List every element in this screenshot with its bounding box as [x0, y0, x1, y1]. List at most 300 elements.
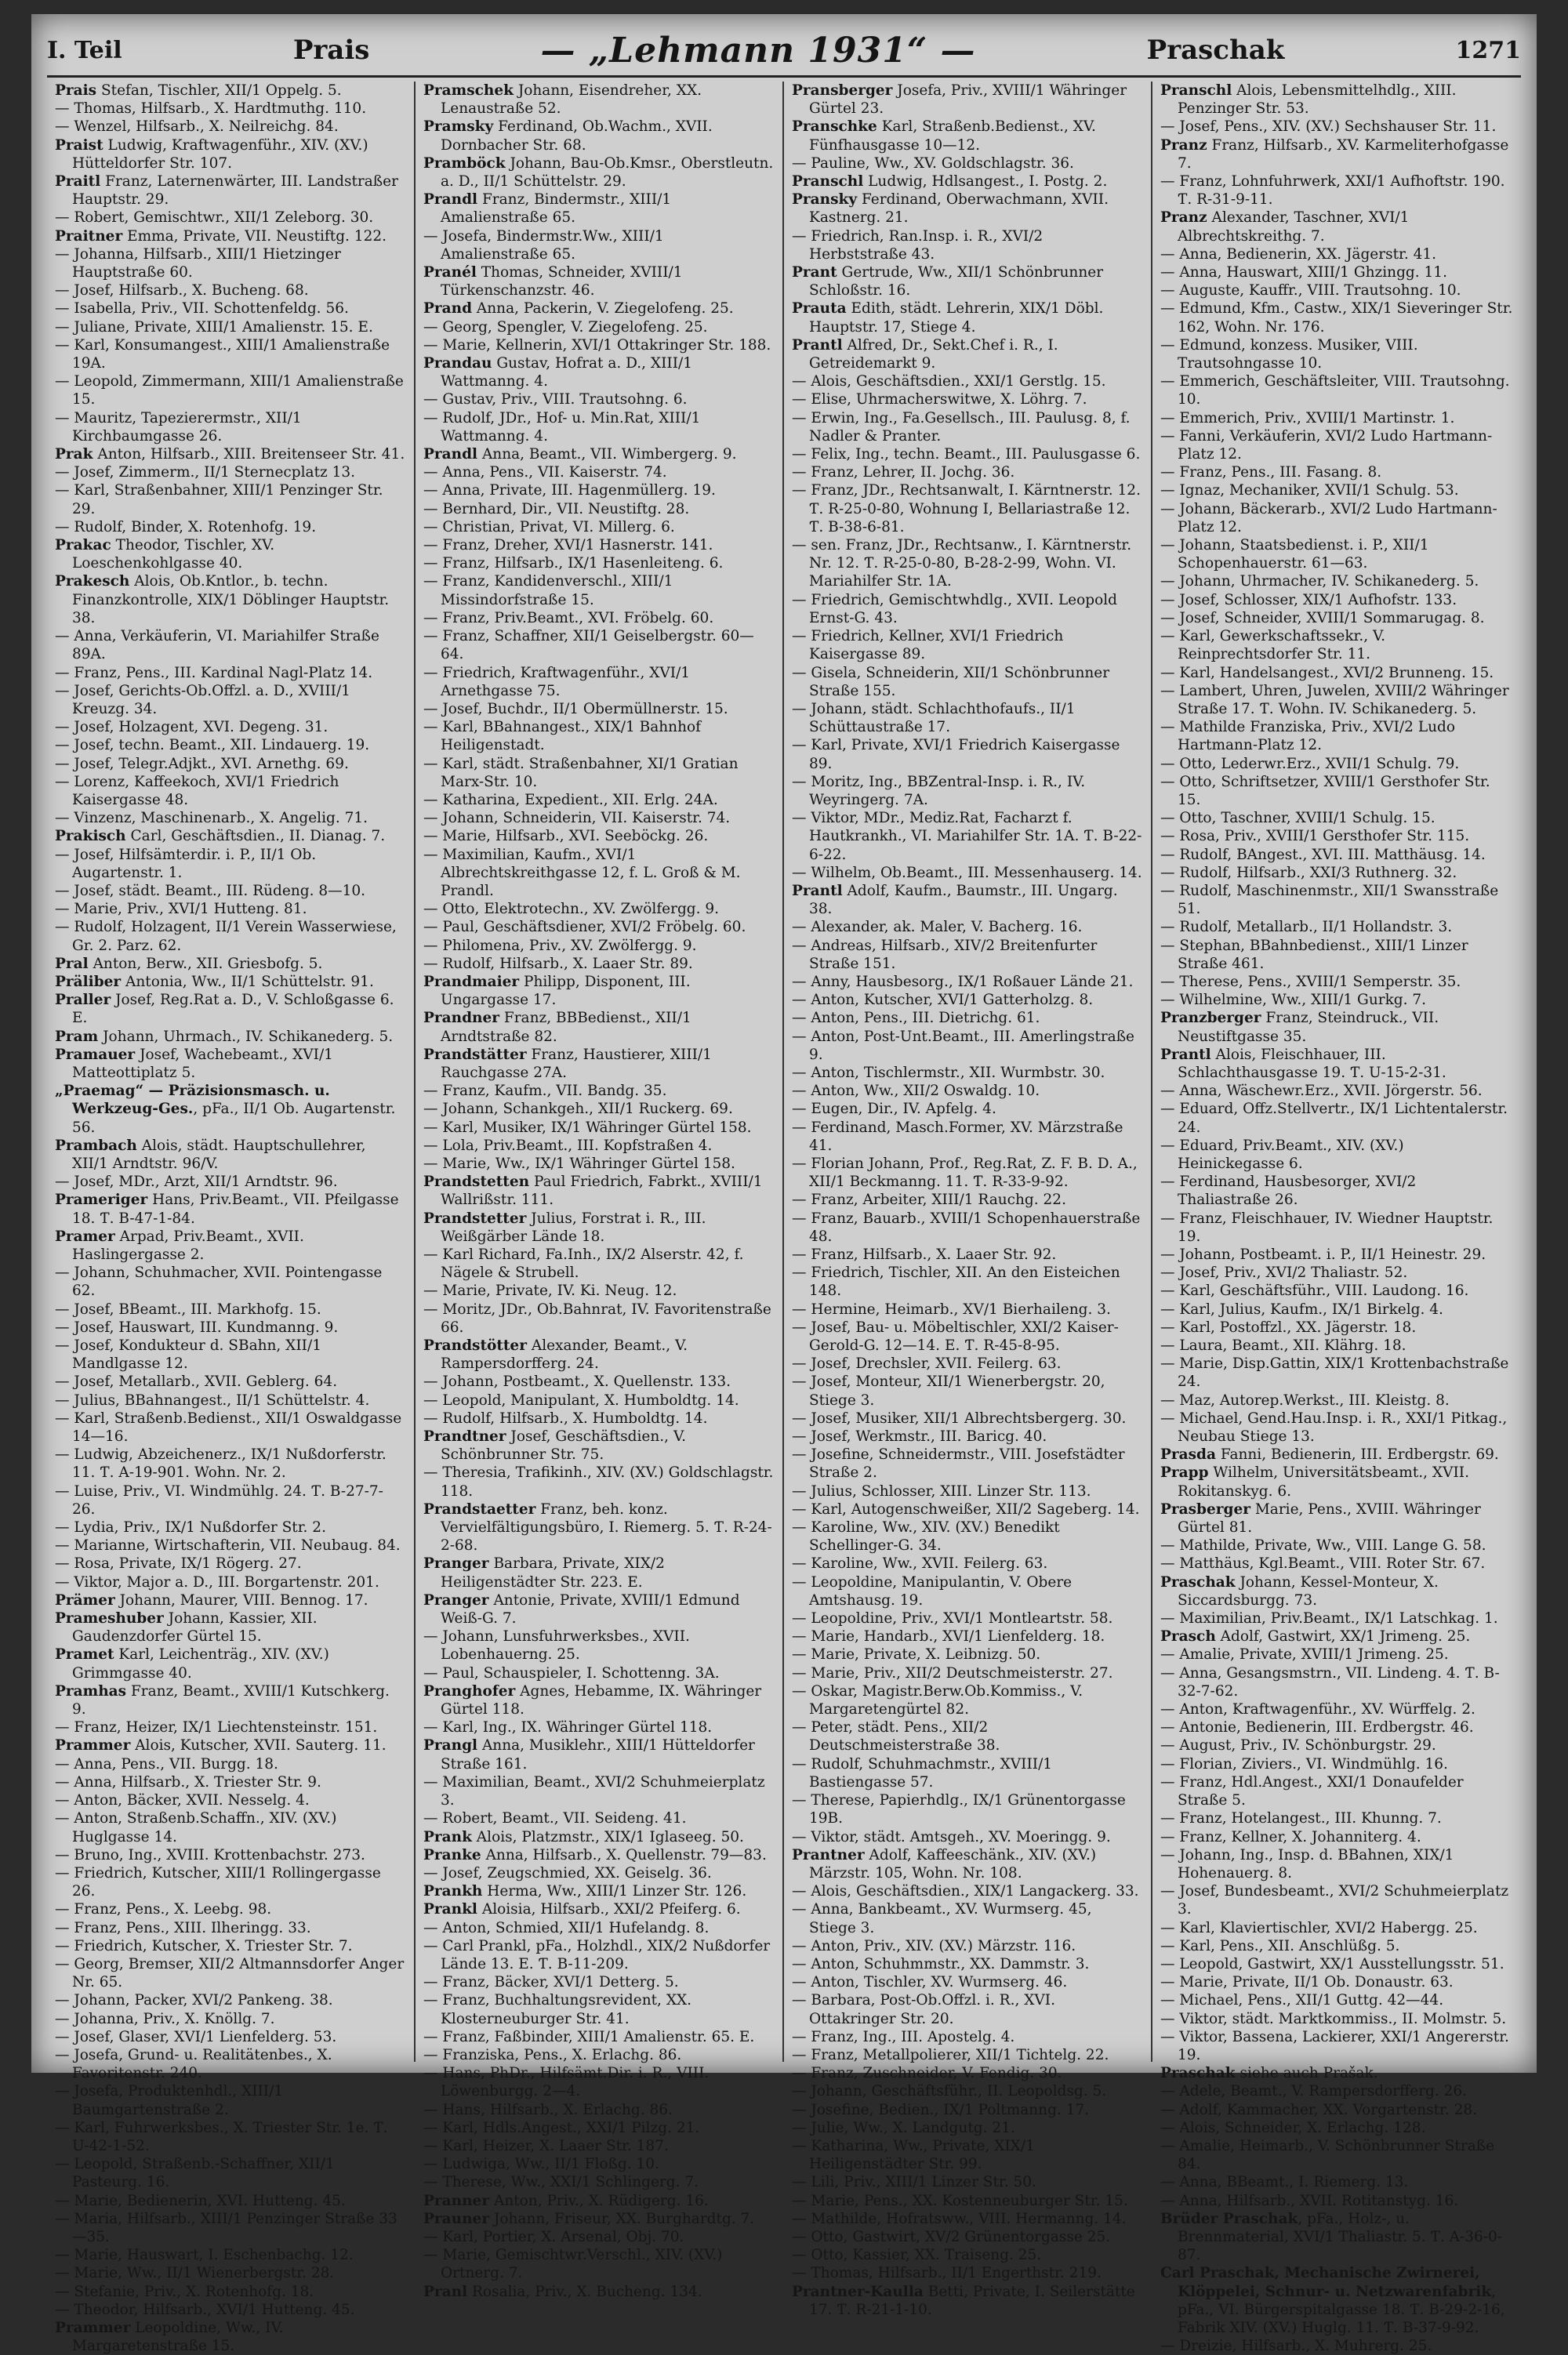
entry-surname: Pranke: [423, 1846, 481, 1863]
entry-text: — sen. Franz, JDr., Rechtsanw., I. Kärntnerstr. Nr. 12. Ƭ. R-25-0-80, B-28-2-99, Wohn. VI. Mariahilfer Str. 1A.: [792, 537, 1132, 590]
entry-text: — Theresia, Trafikinh., XIV. (XV.) Goldschlagstr. 118.: [423, 1464, 774, 1500]
directory-entry: [792, 773, 1143, 809]
directory-entry: [1160, 1082, 1513, 1100]
entry-text: — Otto, Elektrotechn., XV. Zwölfergg. 9.: [423, 901, 720, 918]
directory-entry: [1160, 2010, 1513, 2028]
entry-surname: Prasberger: [1160, 1500, 1250, 1518]
entry-text: Hans, Priv.Beamt., VII. Pfeilgasse 18. Ƭ. B-47-1-84.: [72, 1192, 399, 1227]
directory-entry: [423, 1210, 775, 1246]
directory-entry: [55, 1028, 406, 1046]
directory-entry: [55, 718, 406, 736]
entry-text: — Georg, Spengler, V. Ziegelofeng. 25.: [423, 318, 708, 336]
entry-text: — Karl, städt. Straßenbahner, XI/1 Gratian Marx-Str. 10.: [423, 755, 739, 790]
entry-text: Anton, Berw., XII. Griesbofg. 5.: [88, 955, 323, 972]
entry-text: — Oskar, Magistr.Berw.Ob.Kommiss., V. Margaretengürtel 82.: [792, 1682, 1083, 1718]
entry-text: — Rosa, Priv., XVIII/1 Gersthofer Str. 115.: [1160, 828, 1470, 845]
directory-entry: [792, 1009, 1143, 1027]
entry-text: — Christian, Privat, VI. Millerg. 6.: [423, 518, 675, 535]
entry-text: — Josef, techn. Beamt., XII. Lindauerg. 19.: [55, 737, 370, 754]
directory-entry: [1160, 2101, 1513, 2119]
entry-text: — Eduard, Priv.Beamt., XIV. (XV.) Heinickegasse 6.: [1160, 1137, 1404, 1172]
entry-text: Anna, Hilfsarb., X. Quellenstr. 79—83.: [481, 1846, 767, 1863]
directory-entry: [55, 1809, 406, 1845]
directory-entry: [792, 2064, 1143, 2082]
directory-entry: [792, 937, 1143, 973]
directory-entry: [423, 2173, 775, 2191]
entry-surname: Praist: [55, 136, 103, 154]
directory-entry: [1160, 1337, 1513, 1355]
entry-text: — Josef, Metallarb., XVII. Geblerg. 64.: [55, 1373, 338, 1391]
directory-entry: [792, 1373, 1143, 1409]
directory-entry: [792, 1264, 1143, 1300]
entry-text: Barbara, Private, XIX/2 Heiligenstädter Str. 223. E.: [441, 1555, 665, 1591]
entry-text: — Josef, Drechsler, XVII. Feilerg. 63.: [792, 1355, 1062, 1373]
directory-entry: [1160, 937, 1513, 973]
entry-text: — Ferdinand, Hausbesorger, XVI/2 Thaliastraße 26.: [1160, 1174, 1417, 1209]
directory-entry: [1160, 1809, 1513, 1827]
entry-surname: Pranschl: [792, 173, 864, 191]
entry-text: — Josef, Bundesbeamt., XVI/2 Schuhmeierplatz 3.: [1160, 1883, 1509, 1918]
directory-entry: [423, 2028, 775, 2046]
entry-surname: Prauner: [423, 2210, 490, 2227]
directory-entry: [55, 1900, 406, 1918]
directory-entry: [55, 82, 406, 100]
entry-text: Josefa, Priv., XVIII/1 Währinger Gürtel 23.: [809, 82, 1127, 118]
directory-entry: [792, 2210, 1143, 2228]
entry-text: — Karl, Musiker, IX/1 Währinger Gürtel 158.: [423, 1119, 752, 1136]
directory-entry: [1160, 409, 1513, 427]
entry-surname: Prakisch: [55, 828, 126, 845]
entry-text: — Rudolf, Hilfsarb., X. Humboldtg. 14.: [423, 1410, 708, 1427]
directory-entry: [423, 2210, 775, 2228]
directory-entry: [55, 1773, 406, 1791]
entry-text: — Karl, Ing., IX. Währinger Gürtel 118.: [423, 1719, 713, 1736]
directory-entry: [1160, 1664, 1513, 1700]
entry-surname: Prakesch: [55, 573, 130, 590]
directory-entry: [792, 1937, 1143, 1955]
directory-entry: [792, 263, 1143, 299]
entry-surname: Praschak: [1160, 2065, 1236, 2082]
entry-text: — Mathilde Franziska, Priv., XVI/2 Ludo Hartmann-Platz 12.: [1160, 719, 1455, 754]
entry-text: — Rudolf, Maschinenmstr., XII/1 Swansstraße 51.: [1160, 882, 1499, 918]
directory-entry: [55, 2010, 406, 2028]
directory-entry: [792, 2028, 1143, 2046]
directory-entry: [423, 336, 775, 354]
entry-text: — Marie, Ww., IX/1 Währinger Gürtel 158.: [423, 1155, 735, 1172]
directory-entry: [55, 1555, 406, 1573]
header-rule: [47, 75, 1521, 78]
entry-surname: Prant: [792, 264, 837, 281]
entry-text: — Johann, Packer, XVI/2 Pankeng. 38.: [55, 1992, 333, 2009]
entry-text: — Anna, Pens., VII. Kaiserstr. 74.: [423, 464, 667, 481]
entry-text: Franz, Laternenwärter, III. Landstraßer Hauptstr. 29.: [72, 173, 398, 209]
entry-text: — Hermine, Heimarb., XV/1 Bierhaileng. 3.: [792, 1301, 1111, 1318]
entry-text: — Franz, Hilfsarb., X. Laaer Str. 92.: [792, 1246, 1057, 1263]
directory-entry: [423, 2137, 775, 2155]
directory-entry: [55, 1446, 406, 1482]
entry-text: — Marie, Disp.Gattin, XIX/1 Krottenbachstraße 24.: [1160, 1355, 1509, 1391]
entry-text: — Anny, Hausbesorg., IX/1 Roßauer Lände 21.: [792, 973, 1134, 990]
directory-entry: [792, 736, 1143, 772]
directory-entry: [1160, 1009, 1513, 1045]
directory-entry: [55, 518, 406, 536]
entry-text: — Josef, Gerichts-Ob.Offzl. a. D., XVIII/1 Kreuzg. 34.: [55, 682, 350, 717]
entry-text: — Josef, Musiker, XII/1 Albrechtsbergerg. 30.: [792, 1410, 1127, 1427]
entry-text: — Alois, Geschäftsdien., XXI/1 Gerstlg. 15.: [792, 373, 1106, 390]
directory-entry: [423, 955, 775, 973]
entry-text: — Lambert, Uhren, Juwelen, XVIII/2 Währinger Straße 17. Ƭ. Wohn. IV. Schikanederg. 5.: [1160, 682, 1509, 717]
entry-surname: Prangl: [423, 1737, 478, 1754]
directory-entry: [1160, 82, 1513, 118]
directory-entry: [55, 973, 406, 991]
directory-entry: [792, 2137, 1143, 2173]
entry-text: — Josef, Schneider, XVIII/1 Sommarugag. 8.: [1160, 609, 1485, 626]
directory-entry: [792, 2283, 1143, 2319]
entry-text: — Anna, Wäschewr.Erz., XVII. Jörgerstr. 56.: [1160, 1083, 1483, 1100]
directory-entry: [55, 1736, 406, 1754]
entry-surname: Pranzberger: [1160, 1010, 1261, 1027]
entry-text: Gustav, Hofrat a. D., XIII/1 Wattmanng. 4.: [441, 355, 693, 390]
directory-entry: [423, 791, 775, 809]
directory-entry: [423, 1410, 775, 1428]
entry-text: — Karl, Fuhrwerksbes., X. Triester Str. 1e. Ƭ. U-42-1-52.: [55, 2119, 388, 2154]
entry-text: — Josef, Zimmerm., II/1 Sternecplatz 13.: [55, 464, 356, 481]
directory-entry: [423, 755, 775, 791]
entry-text: — Therese, Pens., XVIII/1 Semperstr. 35.: [1160, 973, 1461, 990]
directory-entry: [423, 973, 775, 1009]
entry-text: — Franz, Kaufm., VII. Bandg. 35.: [423, 1083, 667, 1100]
directory-entry: [792, 1028, 1143, 1064]
entry-text: — Franz, Ing., III. Apostelg. 4.: [792, 2028, 1015, 2045]
entry-text: — Moritz, Ing., BBZentral-Insp. i. R., IV. Weyringerg. 7A.: [792, 773, 1086, 808]
directory-entry: [55, 736, 406, 754]
entry-text: — Leopold, Zimmermann, XIII/1 Amalienstraße 15.: [55, 373, 404, 408]
directory-entry: [1160, 281, 1513, 299]
entry-text: — Franz, Pens., XIII. Ilheringg. 33.: [55, 1919, 311, 1936]
directory-entry: [792, 627, 1143, 663]
entry-text: — Alois, Geschäftsdien., XIX/1 Langackerg. 33.: [792, 1883, 1139, 1900]
directory-entry: [792, 1991, 1143, 2027]
directory-entry: [1160, 1537, 1513, 1555]
directory-entry: [55, 2192, 406, 2210]
entry-text: — Johann, Schankgeh., XII/1 Ruckerg. 69.: [423, 1101, 733, 1118]
entry-surname: Prandl: [423, 191, 478, 209]
entry-text: — Florian, Ziviers., VI. Windmühlg. 16.: [1160, 1755, 1448, 1773]
entry-text: Antonia, Ww., II/1 Schüttelstr. 91.: [121, 973, 374, 990]
directory-entry: [423, 2101, 775, 2119]
entry-surname: Praitl: [55, 173, 101, 191]
directory-entry: [1160, 1137, 1513, 1173]
entry-text: Alfred, Dr., Sekt.Chef i. R., I. Getreidemarkt 9.: [809, 336, 1058, 372]
directory-entry: [423, 1900, 775, 1918]
directory-entry: [423, 1773, 775, 1809]
entry-text: — Franz, Metallpolierer, XII/1 Tichtelg. 22.: [792, 2046, 1109, 2063]
directory-entry: [1160, 1392, 1513, 1410]
entry-text: — Therese, Ww., XXI/1 Schlingerg. 7.: [423, 2174, 699, 2191]
entry-surname: Prasda: [1160, 1446, 1216, 1464]
entry-text: — Michael, Gend.Hau.Insp. i. R., XXI/1 Pitkag., Neubau Stiege 13.: [1160, 1410, 1508, 1446]
entry-surname: Prantl: [792, 336, 843, 354]
directory-entry: [55, 2082, 406, 2118]
entry-text: — Juliane, Private, XIII/1 Amalienstr. 15. E.: [55, 318, 373, 336]
entry-text: Fanni, Bedienerin, III. Erdbergstr. 69.: [1215, 1446, 1499, 1464]
directory-entry: [792, 1500, 1143, 1519]
entry-surname: Prämer: [55, 1591, 115, 1609]
entry-text: — Emmerich, Geschäftsleiter, VIII. Trautsohng. 10.: [1160, 373, 1510, 408]
entry-surname: „Praemag“ — Präzisionsmasch. u. Werkzeug-Ges.: [55, 1083, 330, 1118]
entry-text: — Anton, Schuhmmstr., XX. Dammstr. 3.: [792, 1955, 1090, 1972]
entry-text: — Marianne, Wirtschafterin, VII. Neubaug. 84.: [55, 1537, 401, 1555]
entry-text: Josef, Reg.Rat a. D., V. Schloßgasse 6. E.: [72, 992, 394, 1027]
directory-entry: [423, 1973, 775, 1991]
entry-text: — Anna, Verkäuferin, VI. Mariahilfer Straße 89A.: [55, 628, 379, 663]
entry-text: — Johann, Schuhmacher, XVII. Pointengasse 62.: [55, 1265, 383, 1300]
directory-entry: [1160, 1627, 1513, 1646]
entry-surname: Pranschke: [792, 118, 877, 136]
entry-text: — Ferdinand, Masch.Former, XV. Märzstraße 41.: [792, 1119, 1123, 1154]
directory-entry: [423, 700, 775, 718]
entry-text: — Anton, Tischler, XV. Wurmserg. 46.: [792, 1974, 1068, 1991]
entry-text: Johann, Bau-Ob.Kmsr., Oberstleutn. a. D., II/1 Schüttelstr. 29.: [441, 154, 774, 191]
directory-entry: [1160, 1700, 1513, 1718]
directory-entry: [423, 1428, 775, 1464]
directory-entry: [423, 1137, 775, 1155]
entry-text: — Anton, Kraftwagenführ., XV. Würffelg. 2.: [1160, 1701, 1475, 1718]
directory-entry: [792, 1319, 1143, 1355]
entry-surname: Prambach: [55, 1137, 137, 1154]
entry-text: — Maximilian, Beamt., XVI/2 Schuhmeierplatz 3.: [423, 1773, 765, 1809]
entry-text: — Otto, Gastwirt, XV/2 Grünentorgasse 25.: [792, 2228, 1111, 2245]
directory-entry: [1160, 1736, 1513, 1754]
directory-entry: [423, 1046, 775, 1082]
entry-text: — Franz, Buchhaltungsrevident, XX. Klosterneuburger Str. 41.: [423, 1992, 692, 2027]
directory-entry: [792, 1301, 1143, 1319]
entry-text: — Franz, Lehrer, II. Jochg. 36.: [792, 464, 1015, 481]
entry-surname: Prandstätter: [423, 1046, 527, 1063]
entry-text: — Therese, Papierhdlg., IX/1 Grünentorgasse 19B.: [792, 1792, 1126, 1827]
entry-text: — Otto, Kassier, XX. Traiseng. 25.: [792, 2247, 1042, 2264]
directory-entry: [1160, 1973, 1513, 1991]
entry-text: — Franz, Zuschneider, V. Fendig. 30.: [792, 2065, 1062, 2082]
directory-entry: [1160, 299, 1513, 336]
entry-text: Johann, Uhrmach., IV. Schikanederg. 5.: [98, 1028, 394, 1045]
directory-entry: [423, 1555, 775, 1591]
entry-text: — Amalie, Private, XVIII/1 Jrimeng. 25.: [1160, 1646, 1449, 1664]
directory-entry: [55, 809, 406, 827]
directory-entry: [792, 118, 1143, 154]
entry-text: Johann, Kassier, XII. Gaudenzdorfer Gürtel 15.: [72, 1610, 318, 1646]
directory-entry: [55, 481, 406, 517]
entry-text: — Franz, Priv.Beamt., XVI. Fröbelg. 60.: [423, 609, 714, 626]
directory-entry: [1160, 2082, 1513, 2100]
entry-text: — Anton, Schmied, XII/1 Hufelandg. 8.: [423, 1919, 710, 1936]
page-number: 1271: [1455, 36, 1521, 64]
directory-entry: [1160, 809, 1513, 827]
entry-text: — Julius, BBahnangest., II/1 Schüttelstr. 4.: [55, 1392, 370, 1409]
directory-entry: [792, 2228, 1143, 2246]
entry-text: — Andreas, Hilfsarb., XIV/2 Breitenfurter Straße 151.: [792, 937, 1098, 972]
directory-entry: [55, 2155, 406, 2191]
entry-text: — Robert, Gemischtwr., XII/1 Zeleborg. 30.: [55, 209, 374, 227]
entry-text: Alois, Lebensmittelhdlg., XIII. Penzinger Str. 53.: [1178, 82, 1457, 118]
directory-entry: [55, 1319, 406, 1337]
directory-entry: [792, 1210, 1143, 1246]
directory-entry: [423, 1173, 775, 1209]
entry-surname: Pranger: [423, 1555, 489, 1573]
directory-entry: [1160, 209, 1513, 245]
entry-text: — Erwin, Ing., Fa.Gesellsch., III. Paulusg. 8, f. Nadler & Pranter.: [792, 409, 1131, 445]
directory-entry: [1160, 1301, 1513, 1319]
entry-surname: Prameriger: [55, 1192, 148, 1209]
directory-entry: [55, 209, 406, 227]
entry-text: — Anna, Pens., VII. Burgg. 18.: [55, 1755, 278, 1773]
directory-entry: [1160, 991, 1513, 1009]
entry-text: — Maria, Hilfsarb., XIII/1 Penzinger Straße 33—35.: [55, 2210, 397, 2245]
entry-surname: Praschak: [1160, 1573, 1236, 1591]
entry-surname: Prais: [55, 82, 97, 99]
entry-text: — Karoline, Ww., XIV. (XV.) Benedikt Schellinger-G. 34.: [792, 1519, 1060, 1555]
entry-surname: Pranl: [423, 2283, 468, 2300]
directory-entry: [792, 1955, 1143, 1973]
entry-text: Marie, Pens., XVIII. Währinger Gürtel 81.: [1178, 1500, 1481, 1537]
entry-text: — Anton, Post-Unt.Beamt., III. Amerlingstraße 9.: [792, 1028, 1135, 1063]
entry-text: Leopoldine, Ww., IV. Margaretenstraße 15.: [72, 2319, 284, 2355]
directory-entry: [792, 1519, 1143, 1555]
directory-entry: [423, 1301, 775, 1337]
entry-text: — Anna, Hilfsarb., X. Triester Str. 9.: [55, 1773, 321, 1791]
directory-entry: [423, 1682, 775, 1718]
directory-entry: [423, 2246, 775, 2282]
directory-entry: [55, 572, 406, 627]
entry-text: Aloisia, Hilfsarb., XXI/2 Pfeiferg. 6.: [477, 1901, 741, 1918]
columns: [47, 82, 1521, 2355]
directory-entry: [1160, 500, 1513, 536]
entry-text: — Franz, Heizer, IX/1 Liechtensteinstr. 151.: [55, 1719, 378, 1736]
directory-entry: [55, 882, 406, 900]
entry-text: — Karl, Straßenbahner, XIII/1 Penzinger Str. 29.: [55, 482, 383, 517]
directory-entry: [1160, 2137, 1513, 2173]
directory-entry: [55, 1046, 406, 1082]
entry-text: — Mauritz, Tapezierermstr., XII/1 Kirchbaumgasse 26.: [55, 409, 302, 445]
directory-entry: [792, 1646, 1143, 1664]
entry-text: — Karl, Autogenschweißer, XII/2 Sageberg. 14.: [792, 1500, 1140, 1518]
directory-entry: [1160, 263, 1513, 281]
entry-text: — Franz, Lohnfuhrwerk, XXI/1 Aufhoftstr. 190. Ƭ. R-31-9-11.: [1160, 173, 1505, 209]
directory-entry: [55, 1937, 406, 1955]
entry-text: — Rudolf, Binder, X. Rotenhofg. 19.: [55, 518, 317, 535]
directory-entry: [792, 1082, 1143, 1100]
directory-entry: [1160, 2064, 1513, 2082]
directory-entry: [1160, 1646, 1513, 1664]
directory-entry: [423, 1392, 775, 1410]
directory-entry: [1160, 245, 1513, 263]
entry-text: — Peter, städt. Pens., XII/2 Deutschmeisterstraße 38.: [792, 1719, 1000, 1754]
directory-entry: [423, 191, 775, 227]
entry-text: Alois, Fleischhauer, III. Schlachthausgasse 19. Ƭ. U-15-2-31.: [1178, 1046, 1446, 1081]
entry-text: — Rudolf, Hilfsarb., X. Laaer Str. 89.: [423, 955, 693, 972]
directory-entry: [792, 1828, 1143, 1846]
entry-text: — Anton, Straßenb.Schaffn., XIV. (XV.) Huglgasse 14.: [55, 1810, 337, 1845]
directory-entry: [792, 1664, 1143, 1682]
directory-entry: [55, 299, 406, 318]
directory-entry: [792, 154, 1143, 172]
directory-entry: [55, 1137, 406, 1173]
directory-entry: [1160, 2264, 1513, 2337]
directory-entry: [1160, 1773, 1513, 1809]
entry-text: — Friedrich, Kutscher, XIII/1 Rollingergasse 26.: [55, 1864, 381, 1900]
entry-text: — Anna, Gesangsmstrn., VII. Lindeng. 4. Ƭ. B-32-7-62.: [1160, 1664, 1500, 1700]
entry-text: — Josef, Bau- u. Möbeltischler, XXI/2 Kaiser-Gerold-G. 12—14. E. Ƭ. R-45-8-95.: [792, 1319, 1119, 1355]
directory-entry: [423, 1809, 775, 1827]
entry-text: — Barbara, Post-Ob.Offzl. i. R., XVI. Ottakringer Str. 20.: [792, 1992, 1055, 2027]
directory-entry: [1160, 1555, 1513, 1573]
directory-entry: [55, 1791, 406, 1809]
entry-text: — Viktor, städt. Amtsgeh., XV. Moeringg. 9.: [792, 1828, 1111, 1845]
entry-text: — Viktor, MDr., Mediz.Rat, Facharzt f. Hautkrankh., VI. Mariahilfer Str. 1A. Ƭ. B-22-6-22.: [792, 810, 1142, 863]
directory-entry: [55, 100, 406, 118]
directory-entry: [55, 281, 406, 299]
directory-entry: [55, 1864, 406, 1900]
directory-entry: [423, 2155, 775, 2173]
entry-text: — Wilhelmine, Ww., XIII/1 Gurkg. 7.: [1160, 992, 1427, 1009]
entry-text: Johann, Friseur, XX. Burghardtg. 7.: [489, 2210, 755, 2227]
directory-entry: [1160, 2192, 1513, 2210]
entry-text: — Franz, JDr., Rechtsanwalt, I. Kärntnerstr. 12. Ƭ. R-25-0-80, Wohnung I, Bellariastraße 12. Ƭ. B-38-6-81.: [792, 482, 1141, 535]
directory-entry: [55, 536, 406, 572]
entry-surname: Prankh: [423, 1883, 483, 1900]
entry-surname: Prandmaier: [423, 973, 520, 990]
directory-entry: [1160, 2337, 1513, 2355]
entry-text: — Leopold, Manipulant, X. Humboldtg. 14.: [423, 1392, 739, 1409]
directory-entry: [1160, 572, 1513, 590]
entry-text: Johann, Maurer, VIII. Bennog. 17.: [114, 1591, 368, 1609]
directory-entry: [423, 827, 775, 845]
entry-text: — Josef, Hauswart, III. Kundmanng. 9.: [55, 1319, 339, 1336]
entry-text: — Viktor, städt. Marktkommiss., II. Molmstr. 5.: [1160, 2010, 1507, 2027]
directory-entry: [1160, 118, 1513, 136]
entry-text: Franz, Haustierer, XIII/1 Rauchgasse 27A.: [441, 1046, 712, 1081]
directory-entry: [1160, 1355, 1513, 1391]
entry-text: — Amalie, Heimarb., V. Schönbrunner Straße 84.: [1160, 2137, 1495, 2173]
directory-entry: [423, 445, 775, 463]
entry-text: — Isabella, Priv., VII. Schottenfeldg. 56.: [55, 300, 349, 318]
entry-text: — Franz, Bauarb., XVIII/1 Schopenhauerstraße 48.: [792, 1210, 1141, 1245]
entry-text: — Maximilian, Priv.Beamt., IX/1 Latschkag. 1.: [1160, 1610, 1498, 1627]
directory-entry: [55, 1191, 406, 1227]
directory-entry: [792, 918, 1143, 936]
entry-text: — Leopoldine, Priv., XVI/1 Montleartstr. 58.: [792, 1610, 1113, 1627]
directory-entry: [423, 1246, 775, 1282]
directory-entry: [792, 409, 1143, 445]
entry-text: — Karl, Heizer, X. Laaer Str. 187.: [423, 2137, 669, 2154]
entry-text: — Franz, Kandidenverschl., XIII/1 Missindorfstraße 15.: [423, 573, 673, 608]
directory-entry: [1160, 1828, 1513, 1846]
entry-text: — Anton, Bäcker, XVII. Nesselg. 4.: [55, 1792, 310, 1809]
directory-entry: [1160, 536, 1513, 572]
entry-text: Franz, Bindermstr., XIII/1 Amalienstraße 65.: [441, 191, 672, 227]
entry-text: — Friedrich, Tischler, XII. An den Eisteichen 148.: [792, 1265, 1120, 1300]
entry-surname: Pranger: [423, 1591, 489, 1609]
entry-text: Rosalia, Priv., X. Bucheng. 134.: [467, 2283, 702, 2300]
entry-text: Adolf, Gastwirt, XX/1 Jrimeng. 25.: [1215, 1628, 1471, 1646]
entry-text: — Josef, Telegr.Adjkt., XVI. Arnethg. 69.: [55, 755, 349, 772]
entry-text: — Otto, Taschner, XVIII/1 Schulg. 15.: [1160, 810, 1436, 827]
entry-text: — Franz, Arbeiter, XIII/1 Rauchg. 22.: [792, 1192, 1066, 1209]
entry-text: — Rudolf, Schuhmachmstr., XVIII/1 Bastiengasse 57.: [792, 1755, 1053, 1791]
entry-surname: Pram: [55, 1028, 99, 1045]
directory-entry: [423, 2283, 775, 2301]
column-4: [1152, 82, 1521, 2355]
